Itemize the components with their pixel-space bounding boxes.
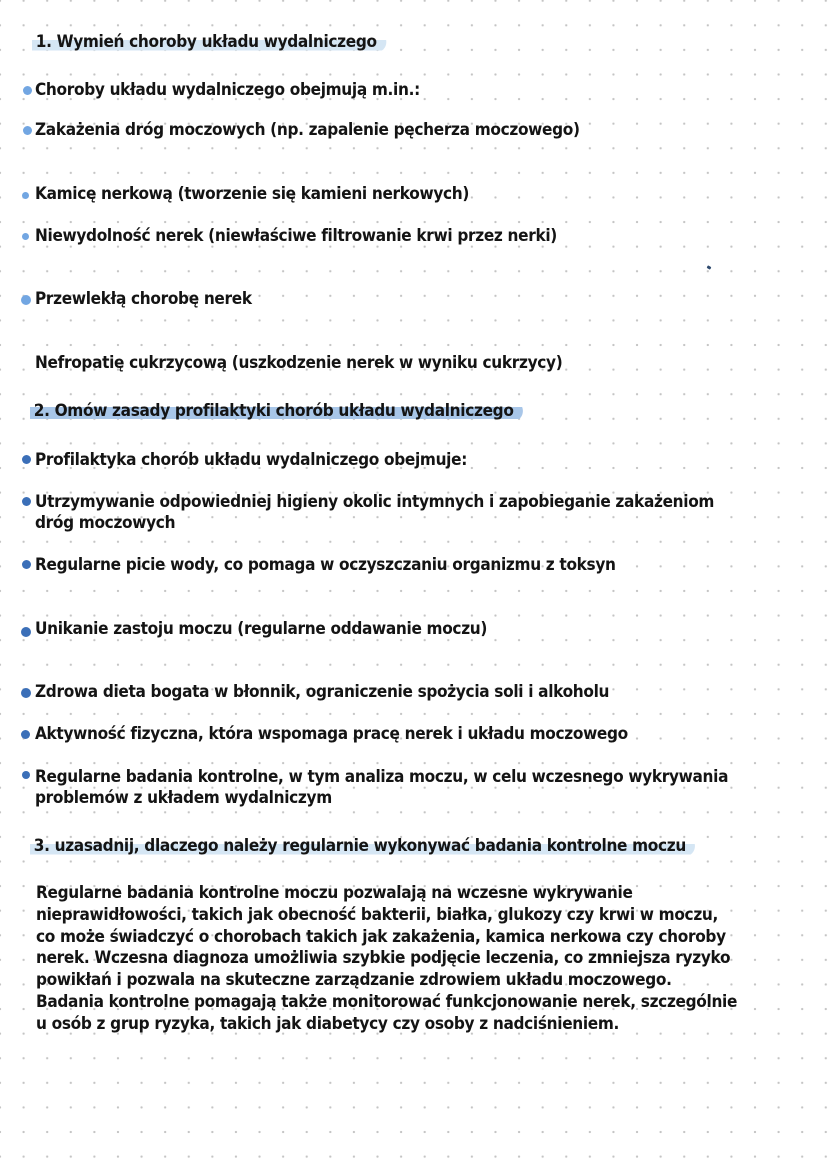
section2-item: Unikanie zastoju moczu (regularne oddawanie moczu) (35, 619, 488, 638)
bullet-dot-icon (22, 497, 31, 506)
section1-heading-text: 1. Wymień choroby układu wydalniczego (32, 32, 386, 52)
bullet-dot-icon (22, 560, 31, 569)
section1-item: Nefropatię cukrzycową (uszkodzenie nerek w wyniku cukrzycy) (35, 353, 563, 372)
section2-item: Utrzymywanie odpowiedniej higieny okolic intymnych i zapobieganie zakażeniom (35, 492, 715, 511)
section2-item-continuation: problemów z układem wydalniczym (35, 788, 332, 807)
paragraph-line: nieprawidłowości, takich jak obecność bakterii, białka, glukozy czy krwi w moczu, (36, 904, 719, 924)
bullet-dot-icon (21, 295, 31, 305)
paragraph-line: nerek. Wczesna diagnoza umożliwia szybkie podjęcie leczenia, co zmniejsza ryzyko (36, 948, 731, 968)
paragraph-line: powikłań i pozwala na skuteczne zarządzanie zdrowiem układu moczowego. (36, 970, 672, 990)
bullet-dot-icon (21, 627, 31, 637)
section1-item: Zakażenia dróg moczowych (np. zapalenie pęcherza moczowego) (35, 120, 580, 139)
section2-heading (30, 401, 560, 421)
section3-paragraph (36, 882, 738, 1035)
bullet-dot-icon (22, 233, 29, 240)
section2-item: Regularne picie wody, co pomaga w oczyszczaniu organizmu z toksyn (35, 555, 616, 574)
section1-item: Przewlekłą chorobę nerek (35, 289, 252, 308)
section2-heading-text: 2. Omów zasady profilaktyki chorób układu wydalniczego (30, 401, 523, 421)
section3-heading (30, 836, 745, 856)
section1-item: Niewydolność nerek (niewłaściwe filtrowanie krwi przez nerki) (35, 226, 557, 245)
bullet-dot-icon (23, 126, 32, 135)
bullet-dot-icon (23, 86, 32, 95)
section1-intro: Choroby układu wydalniczego obejmują m.in.: (35, 80, 420, 99)
paragraph-line: co może świadczyć o chorobach takich jak zakażenia, kamica nerkowa czy choroby (36, 926, 726, 946)
section2-intro: Profilaktyka chorób układu wydalniczego obejmuje: (35, 450, 468, 469)
section1-heading (32, 32, 413, 52)
bullet-dot-icon (22, 455, 31, 464)
section3-heading-text: 3. uzasadnij, dlaczego należy regularnie wykonywać badania kontrolne moczu (30, 836, 695, 856)
section2-item: Zdrowa dieta bogata w błonnik, ograniczenie spożycia soli i alkoholu (35, 682, 610, 701)
bullet-dot-icon (21, 730, 30, 739)
section2-item-continuation: dróg moczowych (35, 513, 176, 532)
paragraph-line: u osób z grup ryzyka, takich jak diabetycy czy osoby z nadciśnieniem. (36, 1013, 620, 1033)
stray-pen-mark (707, 265, 712, 270)
paragraph-line: Badania kontrolne pomagają także monitorować funkcjonowanie nerek, szczególnie (36, 991, 738, 1011)
section2-item: Regularne badania kontrolne, w tym analiza moczu, w celu wczesnego wykrywania (35, 767, 729, 786)
bullet-dot-icon (21, 688, 31, 698)
paragraph-line: Regularne badania kontrolne moczu pozwalają na wczesne wykrywanie (36, 883, 633, 902)
bullet-dot-icon (22, 771, 30, 779)
bullet-dot-icon (22, 192, 29, 199)
section2-item: Aktywność fizyczna, która wspomaga pracę nerek i układu moczowego (35, 724, 628, 743)
section1-item: Kamicę nerkową (tworzenie się kamieni nerkowych) (35, 184, 470, 203)
